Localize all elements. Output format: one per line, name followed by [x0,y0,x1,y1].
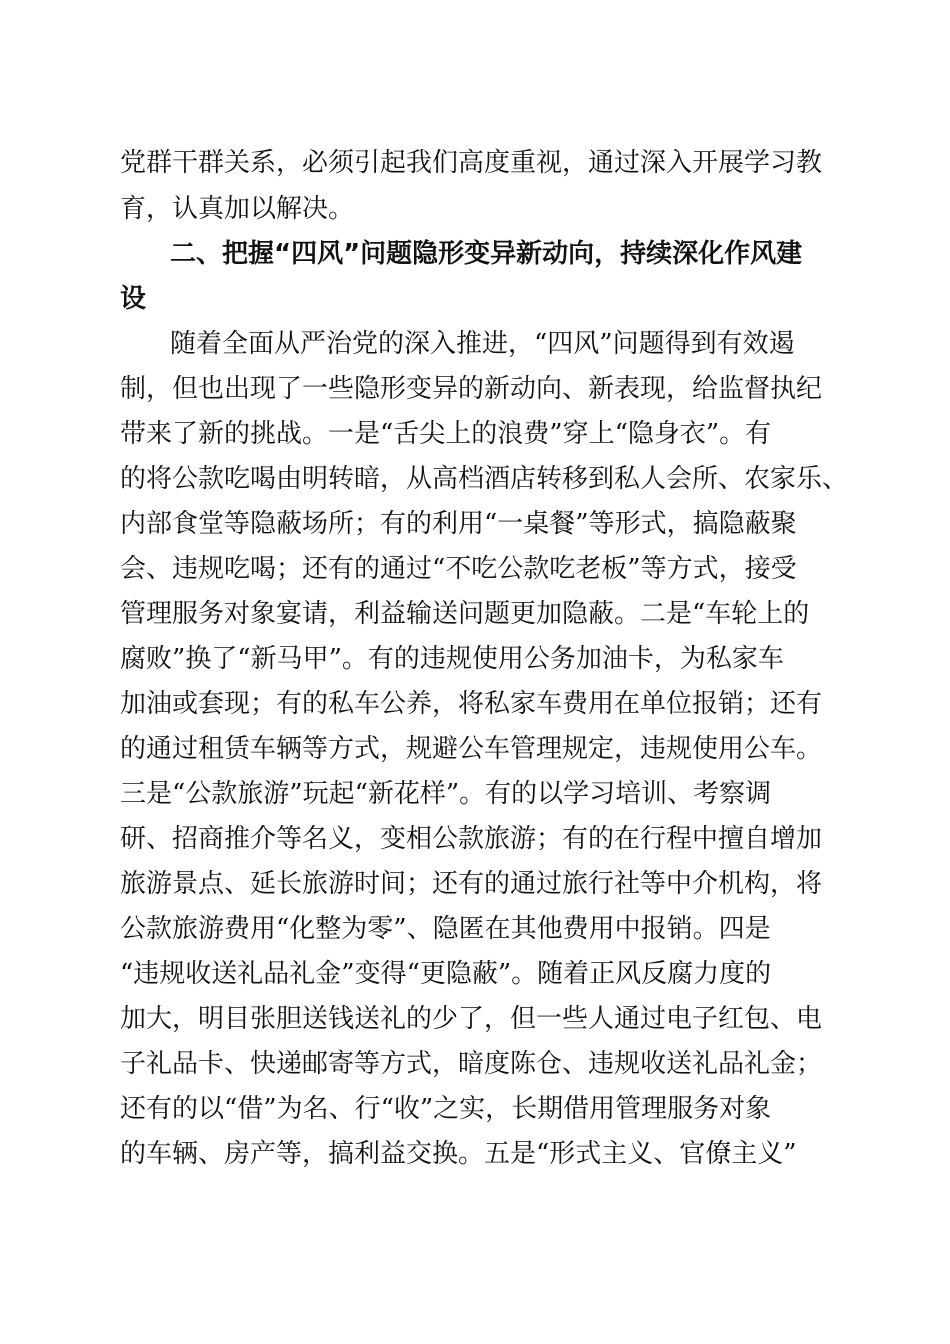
paragraph-line: 腐败”换了“新马甲”。有的违规使用公务加油卡，为私家车 [120,644,784,674]
paragraph-line: “违规收送礼品礼金”变得“更隐蔽”。随着正风反腐力度的 [120,959,772,989]
paragraph-line: 带来了新的挑战。一是“舌尖上的浪费”穿上“隐身衣”。有 [120,419,772,449]
paragraph-line: 的将公款吃喝由明转暗，从高档酒店转移到私人会所、农家乐、 [120,464,849,494]
section-heading: 二、把握“四风”问题隐形变异新动向，持续深化作风建 [170,239,803,269]
paragraph-line: 管理服务对象宴请，利益输送问题更加隐蔽。二是“车轮上的 [120,599,810,629]
paragraph-line: 加大，明目张胆送钱送礼的少了，但一些人通过电子红包、电 [120,1004,823,1034]
paragraph-line: 加油或套现；有的私车公养，将私家车费用在单位报销；还有 [120,689,823,719]
paragraph-line: 的通过租赁车辆等方式，规避公车管理规定，违规使用公车。 [120,734,823,764]
paragraph-line: 公款旅游费用“化整为零”、隐匿在其他费用中报销。四是 [120,914,771,944]
paragraph-line: 还有的以“借”为名、行“收”之实，长期借用管理服务对象 [120,1094,772,1124]
paragraph-line: 旅游景点、延长旅游时间；还有的通过旅行社等中介机构，将 [120,869,823,899]
paragraph-line: 育，认真加以解决。 [120,194,355,224]
paragraph-line: 三是“公款旅游”玩起“新花样”。有的以学习培训、考察调 [120,779,772,809]
paragraph-line: 党群干群关系，必须引起我们高度重视，通过深入开展学习教 [120,148,823,178]
paragraph-line: 内部食堂等隐蔽场所；有的利用“一桌餐”等形式，搞隐蔽聚 [120,509,797,539]
paragraph-line: 的车辆、房产等，搞利益交换。五是“形式主义、官僚主义” [120,1139,797,1169]
paragraph-line: 会、违规吃喝；还有的通过“不吃公款吃老板”等方式，接受 [120,554,797,584]
paragraph-line: 子礼品卡、快递邮寄等方式，暗度陈仓、违规收送礼品礼金； [120,1049,823,1079]
section-heading-continued: 设 [120,284,147,314]
paragraph-line: 制，但也出现了一些隐形变异的新动向、新表现，给监督执纪 [120,374,823,404]
paragraph-line: 研、招商推介等名义，变相公款旅游；有的在行程中擅自增加 [120,824,823,854]
paragraph-line: 随着全面从严治党的深入推进，“四风”问题得到有效遏 [170,329,795,359]
